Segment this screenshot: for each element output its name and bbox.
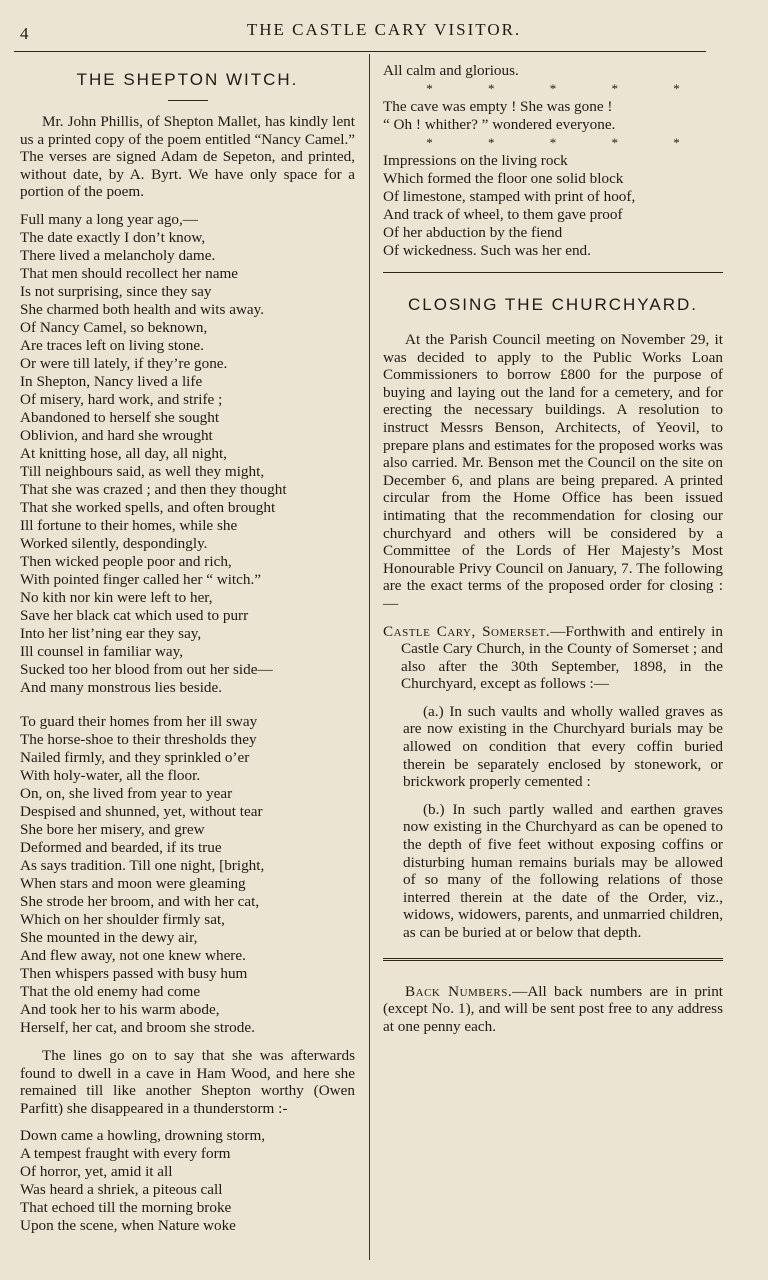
poem-stanza-3: [20, 1127, 355, 1235]
running-title: THE CASTLE CARY VISITOR.: [246, 20, 522, 39]
verse-line: And took her to his warm abode,: [20, 1000, 220, 1018]
title-rule: [168, 100, 208, 101]
order-lead: Castle Cary, Somerset.: [383, 622, 551, 640]
verse-line: “ Oh ! whither? ” wondered everyone.: [383, 116, 616, 133]
verse-line: She bore her misery, and grew: [20, 820, 205, 838]
verse-line: The cave was empty ! She was gone !: [383, 98, 613, 115]
page-number: 4: [20, 24, 29, 43]
verse-line: When stars and moon were gleaming: [20, 874, 246, 892]
verse-line: She mounted in the dewy air,: [20, 928, 198, 946]
article-title-closing-churchyard: CLOSING THE CHURCHYARD.: [407, 295, 698, 314]
verse-line: That the old enemy had come: [20, 982, 201, 1000]
verse-line: As says tradition. Till one night, [bright,: [20, 856, 265, 874]
poem-mid-lines: [383, 98, 723, 134]
poem-stanza-2: [20, 713, 355, 1037]
back-numbers-lead: Back Numbers.: [405, 982, 513, 1000]
verse-line: And many monstrous lies beside.: [20, 678, 223, 696]
verse-line: Sucked too her blood from out her side—: [20, 660, 273, 678]
verse-line: Oblivion, and hard she wrought: [20, 426, 213, 444]
clause-a: (a.) In such vaults and wholly walled graves as are now existing in the Churchyard burials may be allowed on condition that every coffin buried therein be separately enclosed by stonework, or brickwork properly cemented :: [403, 702, 723, 791]
verse-line: That she was crazed ; and then they thought: [20, 480, 287, 498]
verse-line: Of limestone, stamped with print of hoof,: [383, 188, 636, 205]
poem-stanza-1: [20, 211, 355, 697]
churchyard-paragraph: At the Parish Council meeting on November 29, it was decided to apply to the Public Works Loan Commissioners to borrow £800 for the purpose of buying and laying out the land for a cemetery, and for erecting the necessary buildings. A resolution to instruct Messrs Benson, Architects, of Yeovil, to prepare plans and estimates for the proposed works was also carried. Mr. Benson met the Council on the site on December 6, and plans are being prepared. A printed circular from the Home Office has been issued intimating that the recommendation for closing our churchyard and others will be considered by a Committee of the Lords of Her Majesty’s Most Honourable Privy Council on January, 7. The following are the exact terms of the proposed order for closing :—: [383, 331, 723, 612]
order-text: —Forthwith and entirely in Castle Cary Church, in the County of Somerset ; and also after the 30th September, 1898, in the Churchyard, except as follows :—: [401, 622, 723, 693]
asterism-1: * * * * *: [426, 81, 706, 96]
verse-line: With pointed finger called her “ witch.”: [20, 570, 262, 588]
verse-line: And flew away, not one knew where.: [20, 946, 246, 964]
verse-line: No kith nor kin were left to her,: [20, 588, 213, 606]
verse-line: There lived a melancholy dame.: [20, 246, 216, 264]
verse-line: Full many a long year ago,—: [20, 210, 198, 228]
verse-line: Upon the scene, when Nature woke: [20, 1217, 236, 1235]
intro-paragraph: Mr. John Phillis, of Shepton Mallet, has kindly lent us a printed copy of the poem entitled “Nancy Camel.” The verses are signed Adam de Sepeton, and printed, without date, by A. Byrt. We have only space for a portion of the poem.: [20, 113, 355, 201]
verse-line: Till neighbours said, as well they might,: [20, 462, 265, 480]
asterism-2: * * * * *: [426, 135, 706, 150]
verse-line: Which formed the floor one solid block: [383, 170, 624, 187]
verse-line: Down came a howling, drowning storm,: [20, 1127, 266, 1145]
verse-line: In Shepton, Nancy lived a life: [20, 372, 203, 390]
verse-line: On, on, she lived from year to year: [20, 784, 233, 802]
verse-line: The date exactly I don’t know,: [20, 228, 206, 246]
verse-line: Which on her shoulder firmly sat,: [20, 910, 225, 928]
verse-line: Was heard a shriek, a piteous call: [20, 1181, 223, 1199]
verse-line: Despised and shunned, yet, without tear: [20, 802, 263, 820]
verse-line: Deformed and bearded, if its true: [20, 838, 222, 856]
verse-line: To guard their homes from her ill sway: [20, 712, 258, 730]
verse-line: All calm and glorious.: [383, 62, 519, 79]
verse-line: Then whispers passed with busy hum: [20, 964, 248, 982]
column-divider: [369, 54, 370, 1260]
section-rule: [383, 272, 723, 273]
verse-line: Abandoned to herself she sought: [20, 408, 220, 426]
left-column: [20, 62, 355, 1235]
verse-line: Of misery, hard work, and strife ;: [20, 390, 223, 408]
verse-line: Impressions on the living rock: [383, 152, 568, 169]
verse-line: Of horror, yet, amid it all: [20, 1163, 173, 1181]
verse-line: Into her list’ning ear they say,: [20, 624, 202, 642]
verse-line: And track of wheel, to them gave proof: [383, 206, 623, 223]
verse-line: Or were till lately, if they’re gone.: [20, 354, 228, 372]
verse-line: She charmed both health and wits away.: [20, 300, 265, 318]
header-rule: [14, 51, 706, 52]
right-column: [383, 62, 723, 1035]
back-numbers-text: —All back numbers are in print (except No. 1), and will be sent post free to any address at one penny each.: [383, 982, 724, 1035]
order-paragraph: [383, 623, 723, 693]
article-title-shepton-witch: THE SHEPTON WITCH.: [76, 70, 299, 89]
verse-line: Nailed firmly, and they sprinkled o’er: [20, 748, 250, 766]
verse-line: That men should recollect her name: [20, 264, 239, 282]
bridge-paragraph: The lines go on to say that she was afterwards found to dwell in a cave in Ham Wood, and here she remained till like another Shepton worthy (Owen Parfitt) she disappeared in a thunderstorm :-: [20, 1046, 355, 1117]
verse-line: Of wickedness. Such was her end.: [383, 242, 591, 259]
verse-line: The horse-shoe to their thresholds they: [20, 730, 257, 748]
verse-line: Ill fortune to their homes, while she: [20, 516, 238, 534]
verse-line: Herself, her cat, and broom she strode.: [20, 1018, 255, 1036]
back-numbers-paragraph: [383, 983, 723, 1036]
verse-line: With holy-water, all the floor.: [20, 766, 201, 784]
verse-line: She strode her broom, and with her cat,: [20, 892, 260, 910]
verse-line: At knitting hose, all day, all night,: [20, 444, 227, 462]
poem-continuation: [383, 62, 723, 80]
verse-line: That echoed till the morning broke: [20, 1199, 232, 1217]
verse-line: Are traces left on living stone.: [20, 336, 204, 354]
verse-line: Worked silently, despondingly.: [20, 534, 208, 552]
verse-line: Of Nancy Camel, so beknown,: [20, 318, 208, 336]
poem-final-stanza: [383, 152, 723, 260]
verse-line: Then wicked people poor and rich,: [20, 552, 232, 570]
verse-line: Of her abduction by the fiend: [383, 224, 563, 241]
verse-line: Is not surprising, since they say: [20, 282, 212, 300]
verse-line: That she worked spells, and often brought: [20, 498, 276, 516]
clause-b: (b.) In such partly walled and earthen graves now existing in the Churchyard as can be opened to the depth of five feet without exposing coffins or disturbing human remains burials may be allowed of so many of the following relations of those interred therein at the date of the Order, viz., widows, widowers, parents, and unmarried children, as can be buried at or below that depth.: [403, 800, 723, 941]
verse-line: Save her black cat which used to purr: [20, 606, 249, 624]
verse-line: A tempest fraught with every form: [20, 1145, 231, 1163]
verse-line: Ill counsel in familiar way,: [20, 642, 184, 660]
